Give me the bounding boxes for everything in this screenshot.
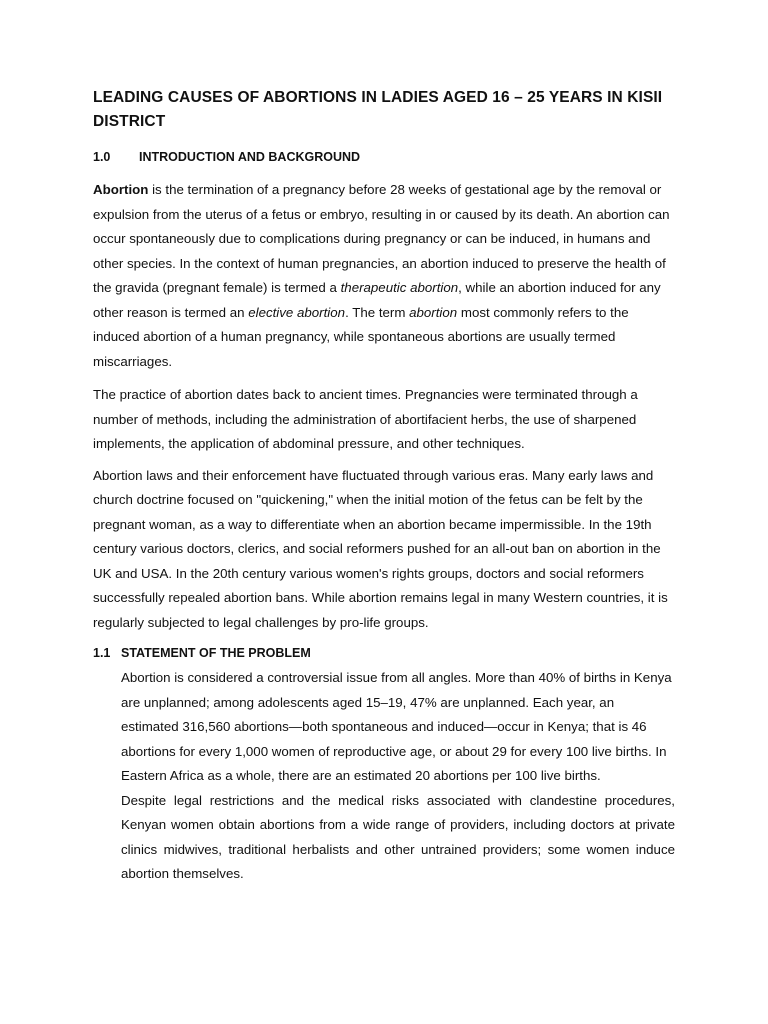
paragraph-abortion-laws: Abortion laws and their enforcement have fluctuated through various eras. Many early laws and church doctrine focused on "quickening," when the initial motion of the fetus can be felt by the pregnant woman, as a way to differentiate when an abortion became impermissible. In the 19th century various doctors, clerics, and social reformers pushed for an all-out ban on abortion in the UK and USA. In the 20th century various women's rights groups, doctors and social reformers successfully repealed abortion bans. While abortion remains legal in many Western countries, it is regularly subjected to legal challenges by pro-life groups. <box>93 467 668 630</box>
text-run: . The term <box>345 304 410 320</box>
text-run: most commonly refers to the induced abortion of a human pregnancy, while spontaneous abortions are usually termed miscarriages. <box>93 304 629 369</box>
italic-term: therapeutic abortion <box>340 280 459 295</box>
section-title: INTRODUCTION AND BACKGROUND <box>139 150 361 164</box>
section-heading-introduction <box>93 149 675 165</box>
italic-term: elective abortion <box>248 304 346 320</box>
section-number: 1.1 <box>93 646 111 660</box>
text-run: is the termination of a pregnancy before 28 weeks of gestational age by the removal or expulsion from the uterus of a fetus or embryo, resulting in or caused by its death. An abortion can occur spontaneously due to complications during pregnancy or can be induced, in humans and other species. In the context of human pregnancies, an abortion induced to preserve the health of the gravida (pregnant female) is termed a <box>93 182 670 295</box>
paragraph-providers: Despite legal restrictions and the medical risks associated with clandestine procedures, Kenyan women obtain abortions from a wide range of providers, including doctors at private clinics midwives, traditional herbalists and other untrained providers; some women induce abortion themselves. <box>121 792 675 881</box>
section-heading-problem-statement <box>93 645 675 661</box>
paragraph-statistics: Abortion is considered a controversial issue from all angles. More than 40% of births in Kenya are unplanned; among adolescents aged 15–19, 47% are unplanned. Each year, an estimated 316,560 abortions—both spontaneous and induced—occur in Kenya; that is 46 abortions for every 1,000 women of reproductive age, or about 29 for every 100 live births. In Eastern Africa as a whole, there are an estimated 20 abortions per 100 live births. <box>121 670 672 783</box>
italic-term: abortion <box>409 304 458 320</box>
document-title: LEADING CAUSES OF ABORTIONS IN LADIES AGED 16 – 25 YEARS IN KISII DISTRICT <box>93 89 663 130</box>
section-number: 1.0 <box>93 150 111 164</box>
text-run: , while an abortion induced for any other reason is termed an <box>93 280 661 320</box>
paragraph-history: The practice of abortion dates back to ancient times. Pregnancies were terminated through a number of methods, including the administration of abortifacient herbs, the use of sharpened implements, the application of abdominal pressure, and other techniques. <box>93 387 638 451</box>
paragraph-abortion-definition <box>93 178 675 374</box>
document-page <box>93 86 675 887</box>
bold-term: Abortion <box>93 182 149 197</box>
section-title: STATEMENT OF THE PROBLEM <box>121 646 311 660</box>
